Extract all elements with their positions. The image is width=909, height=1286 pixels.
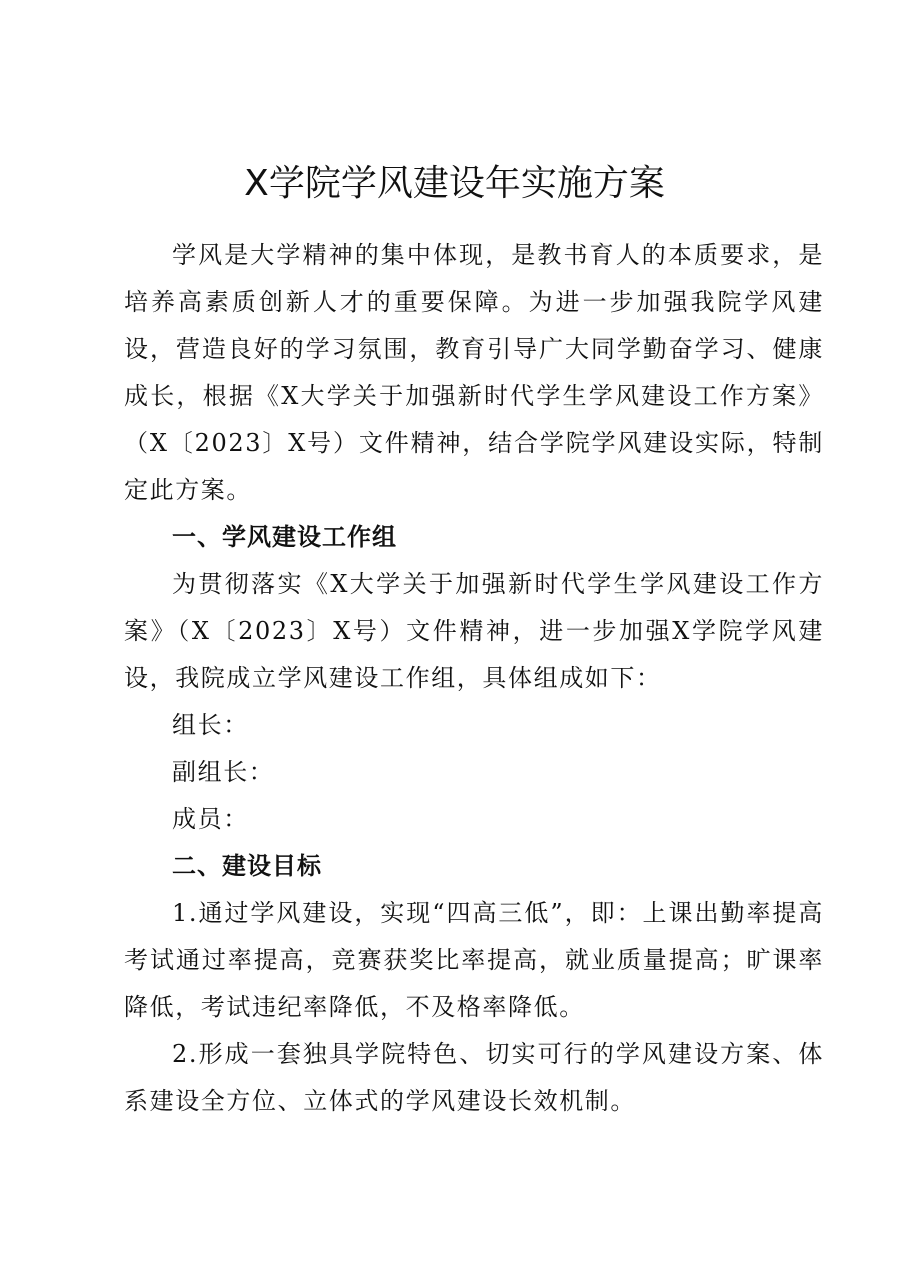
goal-item-2: 2.形成一套独具学院特色、切实可行的学风建设方案、体系建设全方位、立体式的学风建设长效机制。: [124, 1040, 824, 1115]
work-group-paragraph: 为贯彻落实《X大学关于加强新时代学生学风建设工作方案》（X〔2023〕X号）文件精神，进一步加强X学院学风建设，我院成立学风建设工作组，具体组成如下：: [124, 570, 824, 692]
section-heading-goals: 二、建设目标: [172, 852, 322, 880]
leader-line: 组长：: [172, 711, 249, 739]
section-heading-work-group: 一、学风建设工作组: [172, 523, 397, 551]
document-title: X学院学风建设年实施方案: [244, 163, 665, 204]
goal-item-1: 1.通过学风建设，实现“四高三低”，即：上课出勤率提高考试通过率提高，竞赛获奖比率提高，就业质量提高；旷课率降低，考试违纪率降低，不及格率降低。: [124, 899, 824, 1021]
document-body: [124, 232, 824, 1125]
deputy-leader-line: 副组长：: [172, 758, 275, 786]
intro-paragraph: 学风是大学精神的集中体现，是教书育人的本质要求，是培养高素质创新人才的重要保障。为进一步加强我院学风建设，营造良好的学习氛围，教育引导广大同学勤奋学习、健康成长，根据《X大学关于加强新时代学生学风建设工作方案》（X〔2023〕X号）文件精神，结合学院学风建设实际，特制定此方案。: [124, 241, 824, 504]
members-line: 成员：: [172, 805, 249, 833]
